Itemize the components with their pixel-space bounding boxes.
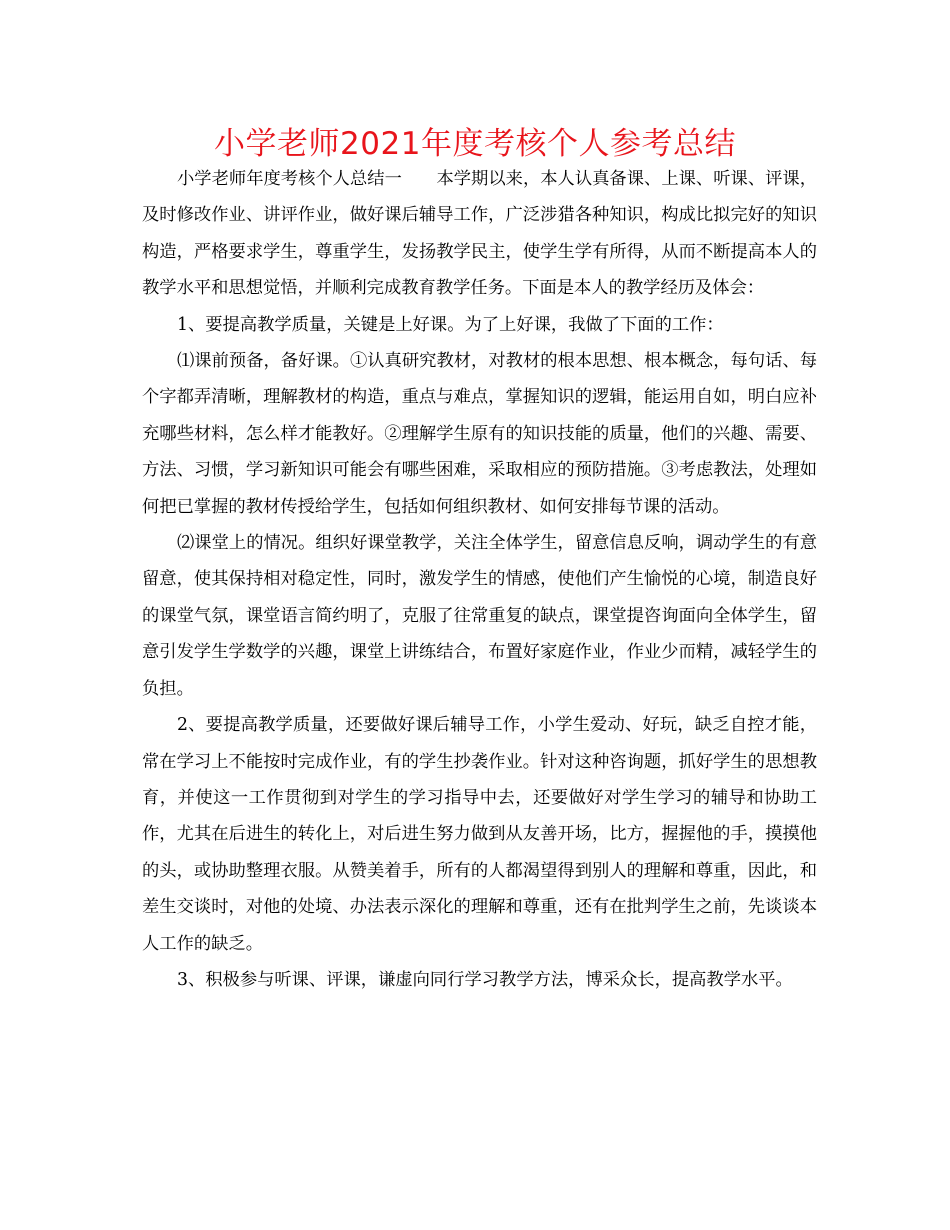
paragraph-point-1-sub-2: ⑵课堂上的情况。组织好课堂教学，关注全体学生，留意信息反响，调动学生的有意留意，使其保持相对稳定性，同时，激发学生的情感，使他们产生愉悦的心境，制造良好的课堂气氛，课堂语言简约明了，克服了往常重复的缺点，课堂提咨询面向全体学生，留意引发学生学数学的兴趣，课堂上讲练结合，布置好家庭作业，作业少而精，减轻学生的负担。 bbox=[142, 533, 817, 699]
paragraph-point-1: 1、要提高教学质量，关键是上好课。为了上好课，我做了下面的工作： bbox=[177, 314, 724, 335]
paragraph-point-1-sub-1: ⑴课前预备，备好课。①认真研究教材，对教材的根本思想、根本概念，每句话、每个字都弄清晰，理解教材的构造，重点与难点，掌握知识的逻辑，能运用自如，明白应补充哪些材料，怎么样才能教好。②理解学生原有的知识技能的质量，他们的兴趣、需要、方法、习惯，学习新知识可能会有哪些困难，采取相应的预防措施。③考虑教法，处理如何把已掌握的教材传授给学生，包括如何组织教材、如何安排每节课的活动。 bbox=[142, 351, 817, 517]
document-title: 小学老师2021年度考核个人参考总结 bbox=[214, 126, 736, 162]
paragraph-intro: 小学老师年度考核个人总结一 本学期以来，本人认真备课、上课、听课、评课，及时修改作业、讲评作业，做好课后辅导工作，广泛涉猎各种知识，构成比拟完好的知识构造，严格要求学生，尊重学生，发扬教学民主，使学生学有所得，从而不断提高本人的教学水平和思想觉悟，并顺利完成教育教学任务。下面是本人的教学经历及体会： bbox=[142, 169, 817, 299]
paragraph-point-2: 2、要提高教学质量，还要做好课后辅导工作，小学生爱动、好玩，缺乏自控才能，常在学习上不能按时完成作业，有的学生抄袭作业。针对这种咨询题，抓好学生的思想教育，并使这一工作贯彻到对学生的学习指导中去，还要做好对学生学习的辅导和协助工作，尤其在后进生的转化上，对后进生努力做到从友善开场，比方，握握他的手，摸摸他的头，或协助整理衣服。从赞美着手，所有的人都渴望得到别人的理解和尊重，因此，和差生交谈时，对他的处境、办法表示深化的理解和尊重，还有在批判学生之前，先谈谈本人工作的缺乏。 bbox=[142, 715, 817, 954]
paragraph-point-3: 3、积极参与听课、评课，谦虚向同行学习教学方法，博采众长，提高教学水平。 bbox=[177, 969, 793, 990]
document-body bbox=[142, 161, 817, 998]
